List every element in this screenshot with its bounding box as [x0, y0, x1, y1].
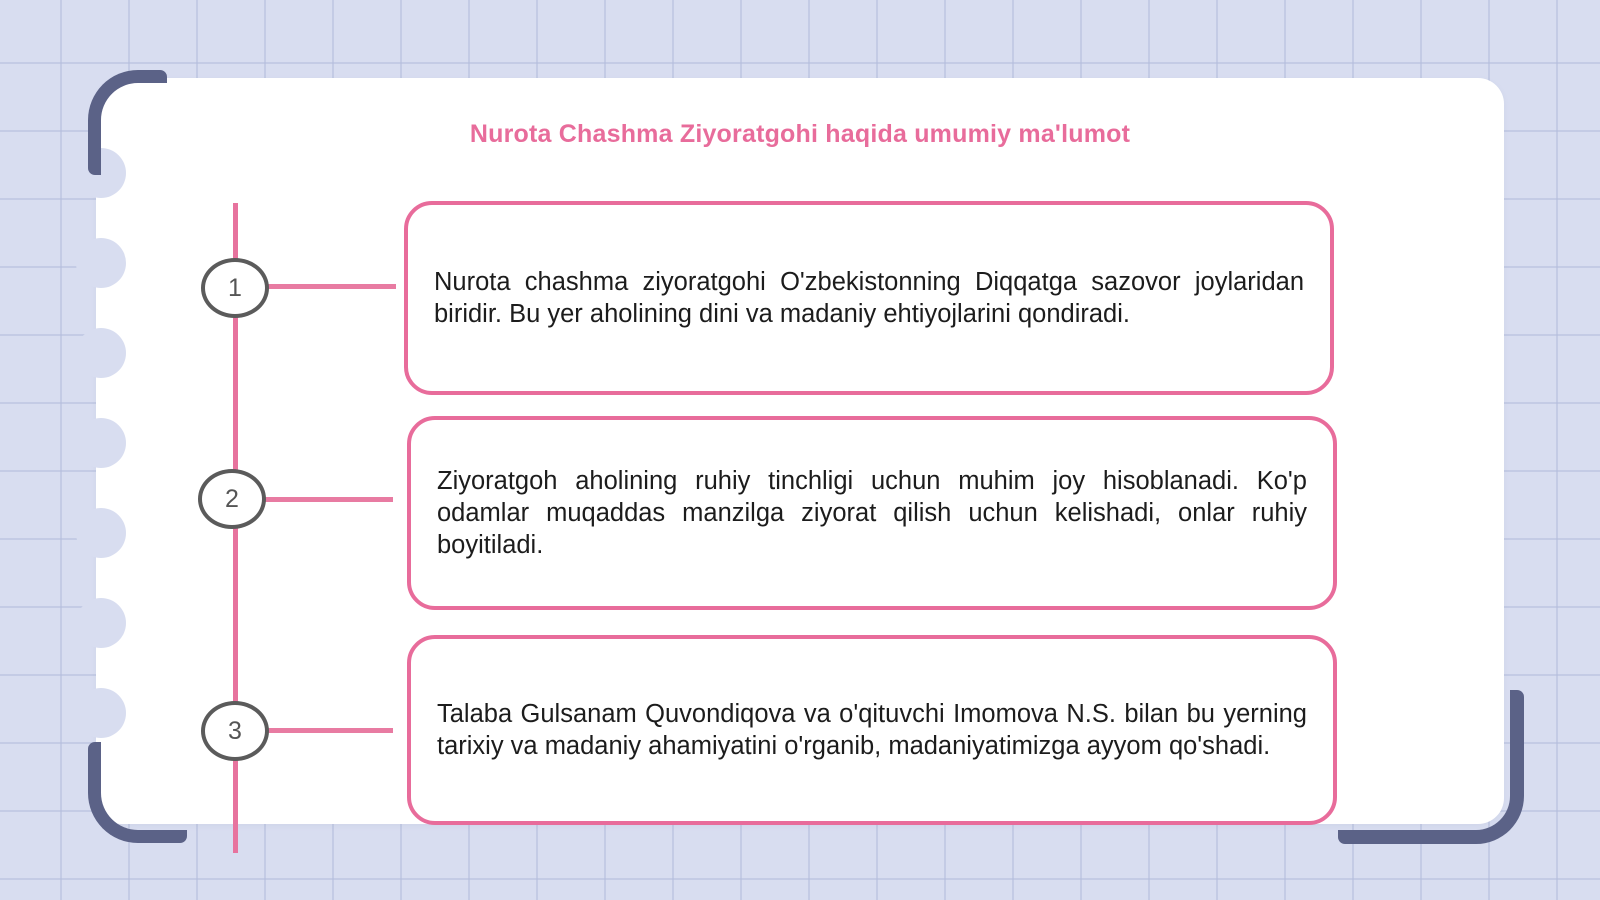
info-card-1	[404, 201, 1334, 395]
paper-scallop	[76, 328, 126, 378]
info-card-3	[407, 635, 1337, 825]
paper-scallop	[76, 508, 126, 558]
info-card-text: Nurota chashma ziyoratgohi O'zbekistonning Diqqatga sazovor joylaridan biridir. Bu yer aholining dini va madaniy ehtiyojlarini qondiradi.	[434, 268, 1304, 328]
frame-corner-top-left	[88, 70, 167, 175]
paper-scallop	[76, 688, 126, 738]
timeline-node-1: 1	[201, 258, 269, 318]
timeline-connector-1	[266, 284, 396, 289]
frame-corner-bottom-right	[1338, 690, 1524, 844]
timeline-node-3: 3	[201, 701, 269, 761]
slide-title: Nurota Chashma Ziyoratgohi haqida umumiy ma'lumot	[469, 120, 1131, 148]
frame-corner-bottom-left	[88, 742, 187, 843]
timeline-connector-3	[266, 728, 393, 733]
timeline-node-2: 2	[198, 469, 266, 529]
info-card-2	[407, 416, 1337, 610]
paper-scallop	[76, 598, 126, 648]
info-card-text: Talaba Gulsanam Quvondiqova va o'qituvchi Imomova N.S. bilan bu yerning tarixiy va madaniy ahamiyatini o'rganib, madaniyatimizga ayyom qo'shadi.	[437, 700, 1307, 760]
paper-scallop	[76, 238, 126, 288]
paper-scallop	[76, 418, 126, 468]
info-card-text: Ziyoratgoh aholining ruhiy tinchligi uchun muhim joy hisoblanadi. Ko'p odamlar muqaddas manzilga ziyorat qilish uchun kelishadi, onlar ruhiy boyitiladi.	[437, 467, 1307, 559]
timeline-connector-2	[262, 497, 393, 502]
